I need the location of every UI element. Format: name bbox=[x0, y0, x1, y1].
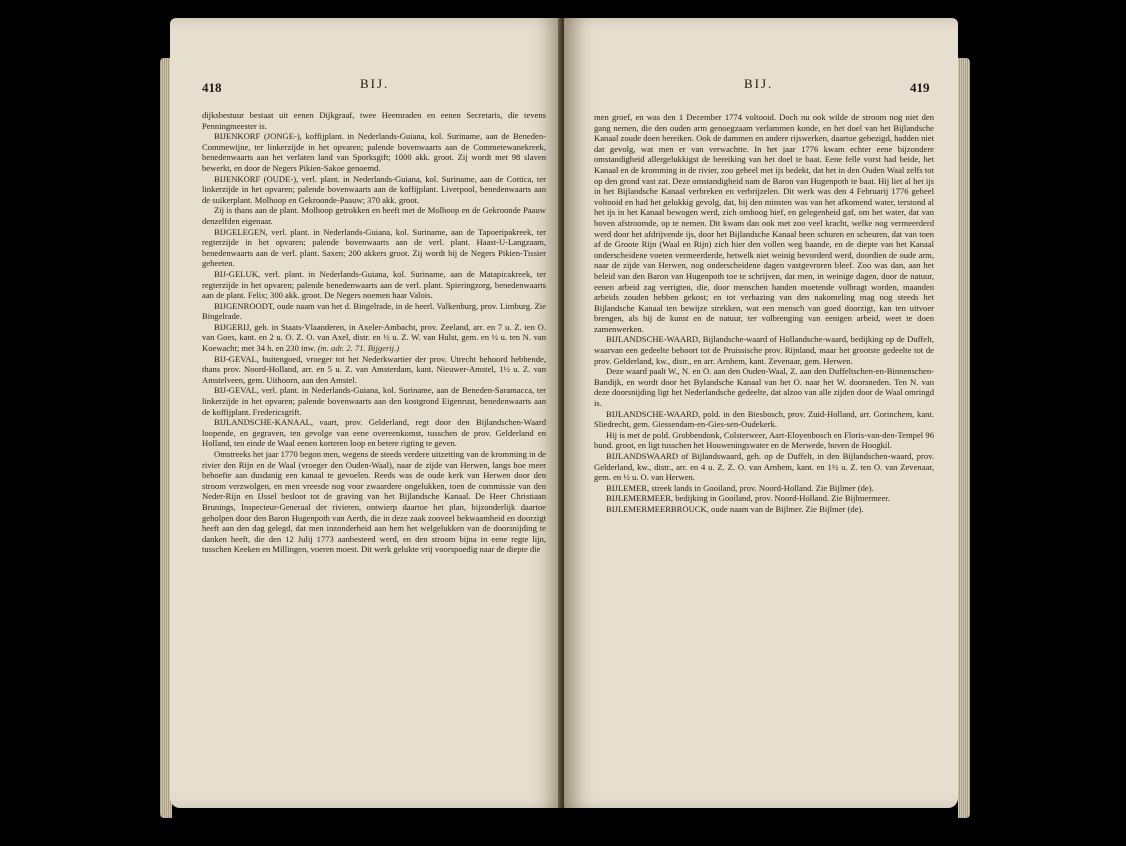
right-page-text bbox=[594, 112, 934, 515]
paragraph: Hij is met de pold. Grobbendonk, Colsterweer, Aart-Eloyenbosch en Floris-van-den-Tempel 96 bund. groot, en ligt tusschen het Houweningswater en de Merwede, boven de Hoogkil. bbox=[594, 429, 934, 451]
page-edges-right bbox=[958, 58, 970, 818]
entry-bijlemer: BIJLEMER, streek lands in Gooiland, prov. Noord-Holland. Zie Bijlmer (de). bbox=[606, 482, 874, 493]
left-page bbox=[170, 18, 562, 808]
entry-bijlandswaard: BIJLANDSWAARD of Bijlandswaard, geh. op de Duffelt, in den Bijlandschen-waard, prov. Gelderland, kw., distr., arr. en 4 u. Z. Z. O. van Arnhem, kant. en 1½ u. Z. ten O. van Zevenaar, gem. en ½ u. O. van Herwen. bbox=[594, 451, 934, 483]
entry-bij-geval-2: BIJ-GEVAL, verl. plant. in Nederlands-Guiana, kol. Suriname, aan de Beneden-Saramacca, ter linkerzijde in het opvaren; palende bovenwaarts aan den kostgrond Eigenrust, benedenwaarts aan de koffijplant. Fredericsgrift. bbox=[202, 385, 546, 417]
entry-bijgerij: BIJGERIJ, geh. in Staats-Vlaanderen, in Axeler-Ambacht, prov. Zeeland, arr. en 7 u. Z. ten O. van Goes, kant. en 2 u. O. Z. O. van Axel, distr. en ½ u. Z. W. van Hulst, gem. en ½ u. ten N. van Koewacht; met 34 h. en 230 inw. (m. adr. 2. 71. Bijgerij.) bbox=[202, 321, 546, 354]
left-page-text bbox=[202, 110, 546, 555]
running-header-right: BIJ. bbox=[744, 76, 774, 91]
entry-bij-geval-1: BIJ-GEVAL, buitengoed, vroeger tot het Nederkwartier der prov. Utrecht behoord hebbende, thans prov. Noord-Holland, arr. en 5 u. Z. van Amsterdam, kant. Nieuwer-Amstel, 1½ u. Z. van Amstelveen, gem. Uithoorn, aan den Amstel. bbox=[202, 353, 546, 385]
running-header-left: BIJ. bbox=[360, 76, 390, 91]
handwritten-note: (m. adr. 2. 71. Bijgerij.) bbox=[315, 343, 400, 354]
entry-bijlandsche-waard-1: BIJLANDSCHE-WAARD, Bijlandsche-waard of Hollandsche-waard, bedijking op de Duffelt, waarvan een gedeelte behoort tot de Pruissische prov. Rijnland, maar het grootste gedeelte tot de prov. Gelderland, kw., distr., en arr. Arnhem, kant. Zevenaar, gem. Herwen. bbox=[594, 334, 934, 366]
paragraph: Omstreeks het jaar 1770 begon men, wegens de steeds verdere uitzetting van de kromming in de rivier den Rijn en de Waal (vroeger den Ouden-Waal), naar de zijde van Herwen, langs hoe meer behoefte aan dusdanig een kanaal te gevoelen. Reeds was de oude kerk van Herwen door den stroom verzwolgen, en men vreesde nog voor zwaardere ongelukken, toen de commissie van den Neder-Rijn en IJssel besloot tot de graving van het Bijlandsche Kanaal. De Heer Christiaan Brunings, Inspecteur-Generaal der rivieren, ontwierp daartoe het plan, bijzonderlijk daartoe geholpen door den Baron Hugenpoth van Aerth, die in deze zaak zooveel bekwaamheid en doorzigt heeft aan den dag gelegd, dat men inzonderheid aan hem het welgelukken van de doorsnijding te danken heeft, die den 12 Julij 1773 aanbesteed werd, en den stroom bijna in eene regte lijn, tusschen Keeken en Millingen, voeren moest. Dit werk gelukte vrij voorspoedig naar de diepte die bbox=[202, 449, 546, 555]
entry-bij-geluk: BIJ-GELUK, verl. plant. in Nederlands-Guiana, kol. Suriname, aan de Matapicakreek, ter regterzijde in het opvaren; palende benedenwaarts aan de verl. plant. Spieringzorg, benedenwaarts aan de plant. Felix; 300 akk. groot. De Negers noemen haar Valois. bbox=[202, 268, 546, 301]
page-number-right: 419 bbox=[910, 80, 930, 95]
paragraph: Zij is thans aan de plant. Molhoop getrokken en heeft met de Molhoop en de Gekroonde Paauw denzelfden eigenaar. bbox=[202, 205, 546, 226]
entry-bijlemermeerbrouck: BIJLEMERMEERBROUCK, oude naam van de Bijlmer. Zie Bijlmer (de). bbox=[606, 503, 864, 514]
paragraph: Deze waard paalt W., N. en O. aan den Ouden-Waal, Z. aan den Duffeltschen-en-Binnenschen-Bandijk, en wordt door het Bylandsche Kanaal van het O. naar het W. doorsneden. Ten N. van deze doorsnijding ligt het Nederlandsche gedeelte, dat alzoo van alle zijden door de Waal omringd is. bbox=[594, 366, 934, 409]
open-book bbox=[160, 18, 970, 828]
paragraph: men groef, en was den 1 December 1774 voltooid. Doch nu ook wilde de stroom nog niet den gang nemen, die den ouden arm genoegzaam verlammen konde, en het doel van het Bijlandsche Kanaal zoude doen bereiken. Ook de dammen en andere rijswerken, daartoe gebezigd, hadden niet dat gevolg, wat men er van verwachtte. In het jaar 1776 kwam echter eene bijzondere omstandigheid allergelukkigst de bereiking van het doel te baat. Eene felle vorst had beide, het Kanaal en de kromming in de rivier, zoo geheel met ijs bedekt, dat het in den Ouden Waal zelfs tot op den grond vast zat. Deze omstandigheid nam de Baron van Hugenpoth te baat. Hij liet al het ijs in het Bijlandsche Kanaal verbreken en verbrijzelen. Dit werk was den 4 Februarij 1776 geheel voltooid en had het gelukkig gevolg, dat, bij den minsten was van het afkomend water, terstond al het ijs in het Kanaal bewogen werd, zich omhoog hief, en gelegenheid gaf, om het water, dat van boven afstroomde, op te nemen. Dit kwam dan ook met zoo veel kracht, welke nog vermeerderd werd door het afdrijvende ijs, door het Bijlandsche Kanaal heen schuren en scheuren, dat van toen af de Groote Rijn (Waal en Rijn) zich hier den vollen weg baande, en de diepte van het Kanaal onderscheidene voeten vermeerderde, hetwelk niet weinig bevorderd werd, doordien de oude arm, naar de zijde van Herwen, nog onderscheidene dagen vastgevroren bleef. Zoo was dan, aan het beleid van den Baron van Hugenpoth toe te schrijven, dat men, in weinige dagen, door de natuur, eenen arbeid zag verrigten, die, door menschen handen moetende volbragt worden, maanden arbeids zouden hebben gekost; en tot verbazing van den nakomeling mag nog steeds het Bijlandsche Kanaal ten bewijze strekken, wat een mensch van goed doorzigt, kan ten uitvoer brengen, als hij de kunst en de natuur, ter volbrenging van eenigen arbeid, weet te doen zamenwerken. bbox=[594, 112, 934, 334]
paragraph: dijksbestuur bestaat uit eenen Dijkgraaf, twee Heemraden en eenen Secretaris, die tevens Penningmeester is. bbox=[202, 110, 546, 131]
entry-bijgelegen: BIJGELEGEN, verl. plant. in Nederlands-Guiana, kol. Suriname, aan de Tapoeripakreek, ter regterzijde in het opvaren; palende bovenwaarts aan de verl. plant. Haast-U-Langzaam, benedenwaarts aan de verl. plant. Saxen; 200 akkers groot. Zij wordt bij de Negers Pikien-Tissier geheeten. bbox=[202, 226, 546, 269]
entry-bijlandsche-waard-2: BIJLANDSCHE-WAARD, pold. in den Biesbosch, prov. Zuid-Holland, arr. Gorinchem, kant. Sliedrecht, gem. Giessendam-en-Gies-sen-Oudekerk. bbox=[594, 408, 934, 430]
entry-bijlandsche-kanaal: BIJLANDSCHE-KANAAL, vaart, prov. Gelderland, regt door den Bijlandschen-Waard loopende, en gegraven, ten gevolge van eene overeenkomst, tusschen de prov. Gelderland en Holland, ten einde de Waal eenen korteren loop en betere rigting te geven. bbox=[202, 417, 546, 449]
page-number-left: 418 bbox=[202, 80, 222, 95]
right-page bbox=[564, 18, 958, 808]
entry-bijlemermeer: BIJLEMERMEER, bedijking in Gooiland, prov. Noord-Holland. Zie Bijlmermeer. bbox=[606, 493, 890, 504]
entry-bijgenroodt: BIJGENROODT, oude naam van het d. Bingelrade, in de heerl. Valkenburg, prov. Limburg. Zie Bingelrade. bbox=[202, 300, 546, 322]
entry-bijenkorf-oude: BIJENKORF (OUDE-), verl. plant. in Nederlands-Guiana, kol. Suriname, aan de Cottica, ter linkerzijde in het opvaren; palende bovenwaarts aan de koffijplant. Liverpool, benedenwaarts aan de suikerplant. Molhoop en Gekroonde-Paauw; 370 akk. groot. bbox=[202, 173, 546, 205]
entry-bijenkorf-jonge: BIJENKORF (JONGE-), koffijplant. in Nederlands-Guiana, kol. Suriname, aan de Beneden-Commewijne, ter linkerzijde in het opvaren; palende bovenwaarts aan de Commetewanekreek, benedenwaarts aan het verlaten land van Sporksgift; 1000 akk. groot. Zij wordt met 98 slaven bewerkt, en door de Negers Pikien-Sakoe genoemd. bbox=[202, 131, 546, 173]
